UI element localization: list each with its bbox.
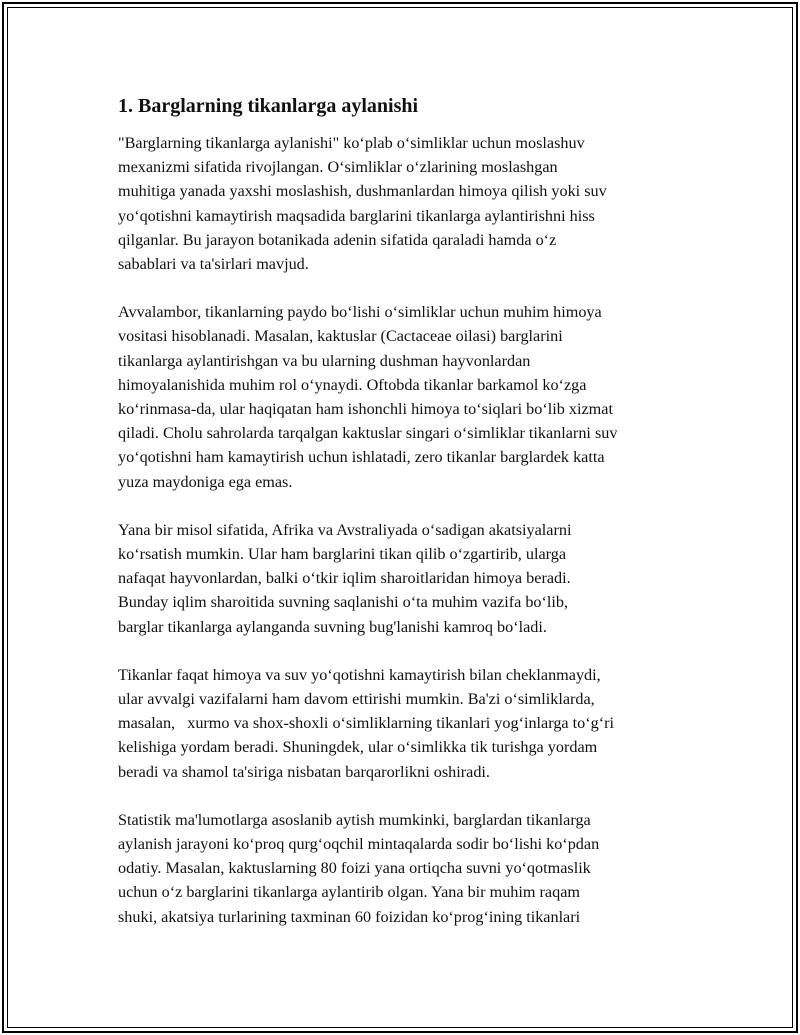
text-line: kelishiga yordam beradi. Shuningdek, ular o‘simlikka tik turishga yordam [118, 738, 598, 757]
text-line: "Barglarning tikanlarga aylanishi" ko‘plab o‘simliklar uchun moslashuv [118, 134, 585, 152]
text-line: qilganlar. Bu jarayon botanikada adenin sifatida qaraladi hamda o‘z [118, 230, 557, 249]
text-line: sabablari va ta'sirlari mavjud. [118, 255, 309, 274]
text-line: tikanlarga aylantirishgan va bu ularning dushman hayvonlardan [118, 351, 531, 370]
text-line: vositasi hisoblanadi. Masalan, kaktuslar (Cactaceae oilasi) barglarini [118, 327, 563, 346]
text-line: aylanish jarayoni ko‘proq qurg‘oqchil mintaqalarda sodir bo‘lishi ko‘pdan [118, 835, 600, 854]
text-line: barglar tikanlarga aylanganda suvning bug'lanishi kamroq bo‘ladi. [118, 617, 547, 636]
text-line: Tikanlar faqat himoya va suv yo‘qotishni kamaytirish bilan cheklanmaydi, [118, 665, 601, 684]
text-line: ko‘rinmasa-da, ular haqiqatan ham ishonchli himoya to‘siqlari bo‘lib xizmat [118, 400, 613, 419]
text-line: yo‘qotishni ham kamaytirish uchun ishlatadi, zero tikanlar barglardek katta [118, 448, 605, 467]
paragraph-2 [118, 300, 708, 494]
paragraph-4 [118, 663, 708, 784]
text-line: beradi va shamol ta'siriga nisbatan barqarorlikni oshiradi. [118, 762, 490, 781]
text-line: yo‘qotishni kamaytirish maqsadida barglarini tikanlarga aylantirishni hiss [118, 206, 595, 225]
section-heading: 1. Barglarning tikanlarga aylanishi [118, 95, 419, 117]
text-line: uchun o‘z barglarini tikanlarga aylantirib olgan. Yana bir muhim raqam [118, 883, 580, 902]
paragraph-5 [118, 808, 708, 929]
text-line: muhitiga yanada yaxshi moslashish, dushmanlardan himoya qilish yoki suv [118, 182, 607, 201]
text-line: odatiy. Masalan, kaktuslarning 80 foizi yana ortiqcha suvni yo‘qotmaslik [118, 859, 591, 878]
text-line: Yana bir misol sifatida, Afrika va Avstraliyada o‘sadigan akatsiyalarni [118, 520, 572, 539]
paragraph-1 [118, 131, 708, 276]
text-line: Avvalambor, tikanlarning paydo bo‘lishi o‘simliklar uchun muhim himoya [118, 303, 602, 322]
text-line: mexanizmi sifatida rivojlangan. O‘simliklar o‘zlarining moslashgan [118, 158, 558, 177]
text-line: Statistik ma'lumotlarga asoslanib aytish mumkinki, barglardan tikanlarga [118, 810, 591, 829]
text-line: masalan, xurmo va shox-shoxli o‘simliklarning tikanlari yog‘inlarga to‘g‘ri [118, 714, 615, 733]
text-line: Bunday iqlim sharoitida suvning saqlanishi o‘ta muhim vazifa bo‘lib, [118, 593, 569, 612]
text-line: shuki, akatsiya turlarining taxminan 60 foizidan ko‘prog‘ining tikanlari [118, 907, 581, 926]
paragraph-3 [118, 518, 708, 639]
text-line: ular avvalgi vazifalarni ham davom ettirishi mumkin. Ba'zi o‘simliklarda, [118, 690, 595, 709]
document-body [118, 92, 708, 953]
text-line: himoyalanishida muhim rol o‘ynaydi. Oftobda tikanlar barkamol ko‘zga [118, 375, 587, 394]
text-line: nafaqat hayvonlardan, balki o‘tkir iqlim sharoitlaridan himoya beradi. [118, 569, 571, 588]
text-line: qiladi. Cholu sahrolarda tarqalgan kaktuslar singari o‘simliklar tikanlarni suv [118, 424, 618, 443]
text-line: yuza maydoniga ega emas. [118, 472, 293, 491]
text-line: ko‘rsatish mumkin. Ular ham barglarini tikan qilib o‘zgartirib, ularga [118, 545, 567, 564]
